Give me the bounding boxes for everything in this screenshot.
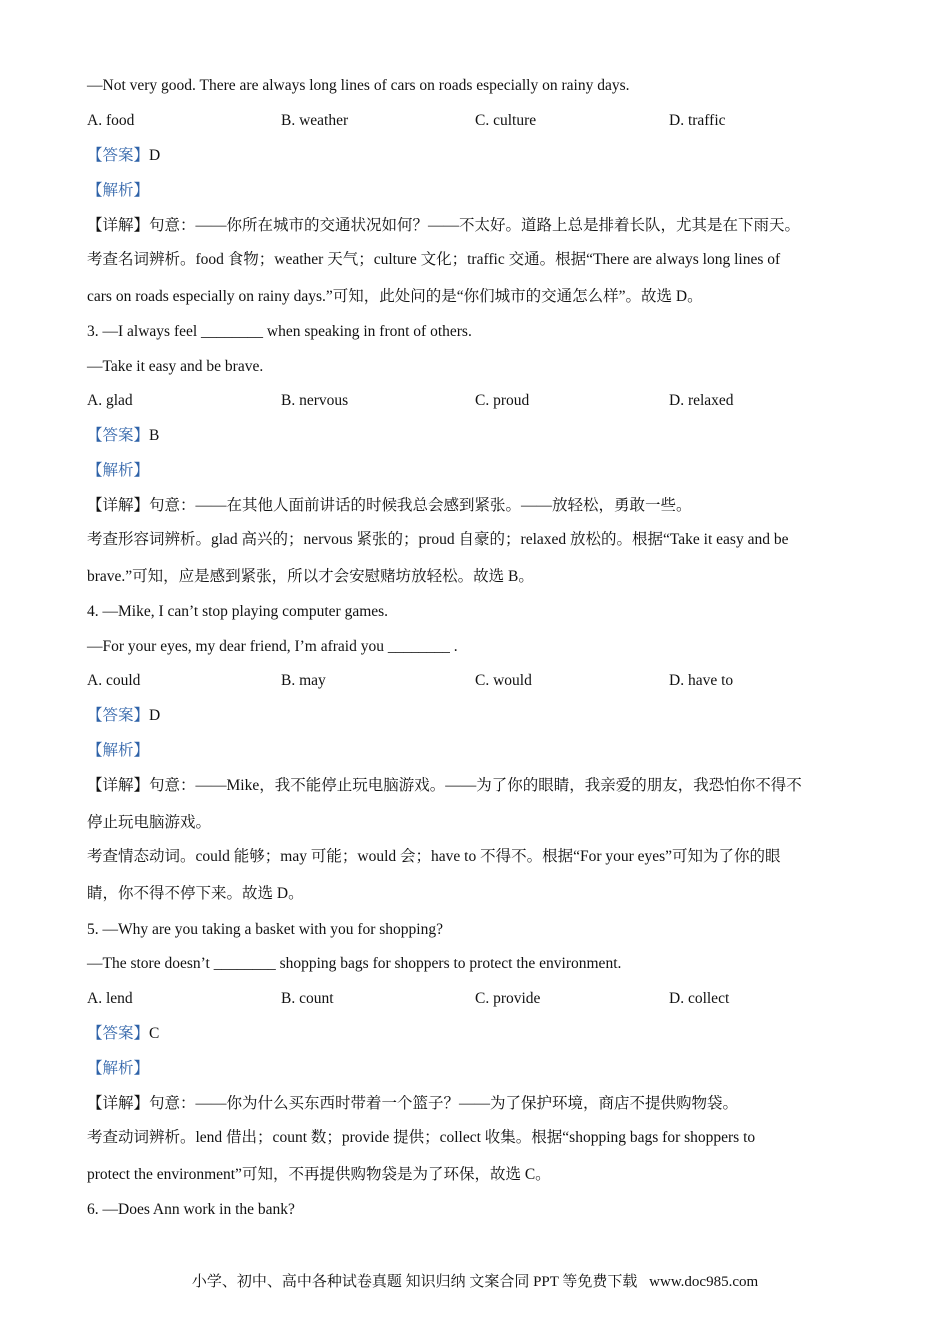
- q6-question: 6. —Does Ann work in the bank?: [87, 1201, 295, 1218]
- q3-option-b: B. nervous: [281, 392, 349, 409]
- q5-detail-line-2: 考查动词辨析。lend 借出；count 数；provide 提供；collect 收集。根据“shopping bags for shoppers to: [87, 1129, 756, 1146]
- q4-detail-line-4: 睛，你不得不停下来。故选 D。: [87, 885, 304, 902]
- q5-detail-text-1: 句意：——你为什么买东西时带着一个篮子？——为了保护环境，商店不提供购物袋。: [149, 1095, 739, 1112]
- q2-option-b: B. weather: [281, 112, 349, 129]
- q4-detail-line-2: 停止玩电脑游戏。: [87, 814, 212, 831]
- q4-answer: D: [149, 707, 161, 724]
- q4-detail-line-1: [87, 776, 802, 796]
- q2-answer: D: [149, 147, 161, 164]
- q3-option-d: D. relaxed: [669, 392, 734, 409]
- q3-detail-line-3: brave.”可知，应是感到紧张，所以才会安慰赌坊放轻松。故选 B。: [87, 568, 534, 585]
- q3-detail-text-1: 句意：——在其他人面前讲话的时候我总会感到紧张。——放轻松，勇敢一些。: [149, 497, 692, 514]
- detail-tag: 【详解】: [87, 217, 150, 234]
- answer-tag: 【答案】: [87, 427, 150, 444]
- q5-option-b: B. count: [281, 990, 334, 1007]
- q4-analysis-tag: 【解析】: [87, 742, 150, 759]
- answer-tag: 【答案】: [87, 1025, 150, 1042]
- q5-detail-line-3: protect the environment”可知，不再提供购物袋是为了环保，故选 C。: [87, 1166, 551, 1183]
- footer-site-link[interactable]: www.doc985.com: [649, 1274, 759, 1290]
- q4-detail-line-3: 考查情态动词。could 能够；may 可能；would 会；have to 不得不。根据“For your eyes”可知为了你的眼: [87, 848, 781, 865]
- q5-answer: C: [149, 1025, 160, 1042]
- q3-answer: B: [149, 427, 160, 444]
- q3-detail-line-1: [87, 496, 692, 516]
- detail-tag: 【详解】: [87, 497, 150, 514]
- q4-answer-line: [87, 706, 160, 726]
- q2-option-c: C. culture: [475, 112, 537, 129]
- q3-reply: —Take it easy and be brave.: [87, 358, 264, 375]
- footer-text: 小学、初中、高中各种试卷真题 知识归纳 文案合同 PPT 等免费下载: [191, 1274, 638, 1290]
- answer-tag: 【答案】: [87, 147, 150, 164]
- q4-option-d: D. have to: [669, 672, 734, 689]
- detail-tag: 【详解】: [87, 777, 150, 794]
- q2-detail-line-1: [87, 216, 800, 236]
- q3-option-c: C. proud: [475, 392, 530, 409]
- page-footer: [0, 1270, 950, 1291]
- q4-option-c: C. would: [475, 672, 532, 689]
- q5-detail-line-1: [87, 1094, 738, 1114]
- q3-analysis-tag: 【解析】: [87, 462, 150, 479]
- answer-tag: 【答案】: [87, 707, 150, 724]
- q2-analysis-tag: 【解析】: [87, 182, 150, 199]
- q3-option-a: A. glad: [87, 392, 133, 409]
- q4-detail-text-1: 句意：——Mike，我不能停止玩电脑游戏。——为了你的眼睛，我亲爱的朋友，我恐怕你不得不: [149, 777, 802, 794]
- q2-detail-line-3: cars on roads especially on rainy days.”可知，此处问的是“你们城市的交通怎么样”。故选 D。: [87, 288, 703, 305]
- q2-answer-line: [87, 146, 160, 166]
- q5-option-d: D. collect: [669, 990, 730, 1007]
- q2-detail-line-2: 考查名词辨析。food 食物；weather 天气；culture 文化；traffic 交通。根据“There are always long lines of: [87, 251, 781, 268]
- q5-option-c: C. provide: [475, 990, 541, 1007]
- q2-reply: —Not very good. There are always long lines of cars on roads especially on rainy days.: [87, 77, 630, 94]
- q4-option-b: B. may: [281, 672, 326, 689]
- q3-question: 3. —I always feel ________ when speaking in front of others.: [87, 323, 472, 340]
- q4-option-a: A. could: [87, 672, 141, 689]
- q4-reply: —For your eyes, my dear friend, I’m afraid you ________ .: [87, 638, 458, 655]
- detail-tag: 【详解】: [87, 1095, 150, 1112]
- q5-question: 5. —Why are you taking a basket with you for shopping?: [87, 921, 443, 938]
- q2-option-a: A. food: [87, 112, 135, 129]
- q5-option-a: A. lend: [87, 990, 133, 1007]
- q2-option-d: D. traffic: [669, 112, 726, 129]
- q4-question: 4. —Mike, I can’t stop playing computer games.: [87, 603, 389, 620]
- q5-analysis-tag: 【解析】: [87, 1060, 150, 1077]
- q2-detail-text-1: 句意：——你所在城市的交通状况如何？——不太好。道路上总是排着长队，尤其是在下雨天。: [149, 217, 801, 234]
- q5-answer-line: [87, 1024, 159, 1044]
- q5-reply: —The store doesn’t ________ shopping bags for shoppers to protect the environment.: [87, 955, 622, 972]
- q3-detail-line-2: 考查形容词辨析。glad 高兴的；nervous 紧张的；proud 自豪的；relaxed 放松的。根据“Take it easy and be: [87, 531, 789, 548]
- q3-answer-line: [87, 426, 159, 446]
